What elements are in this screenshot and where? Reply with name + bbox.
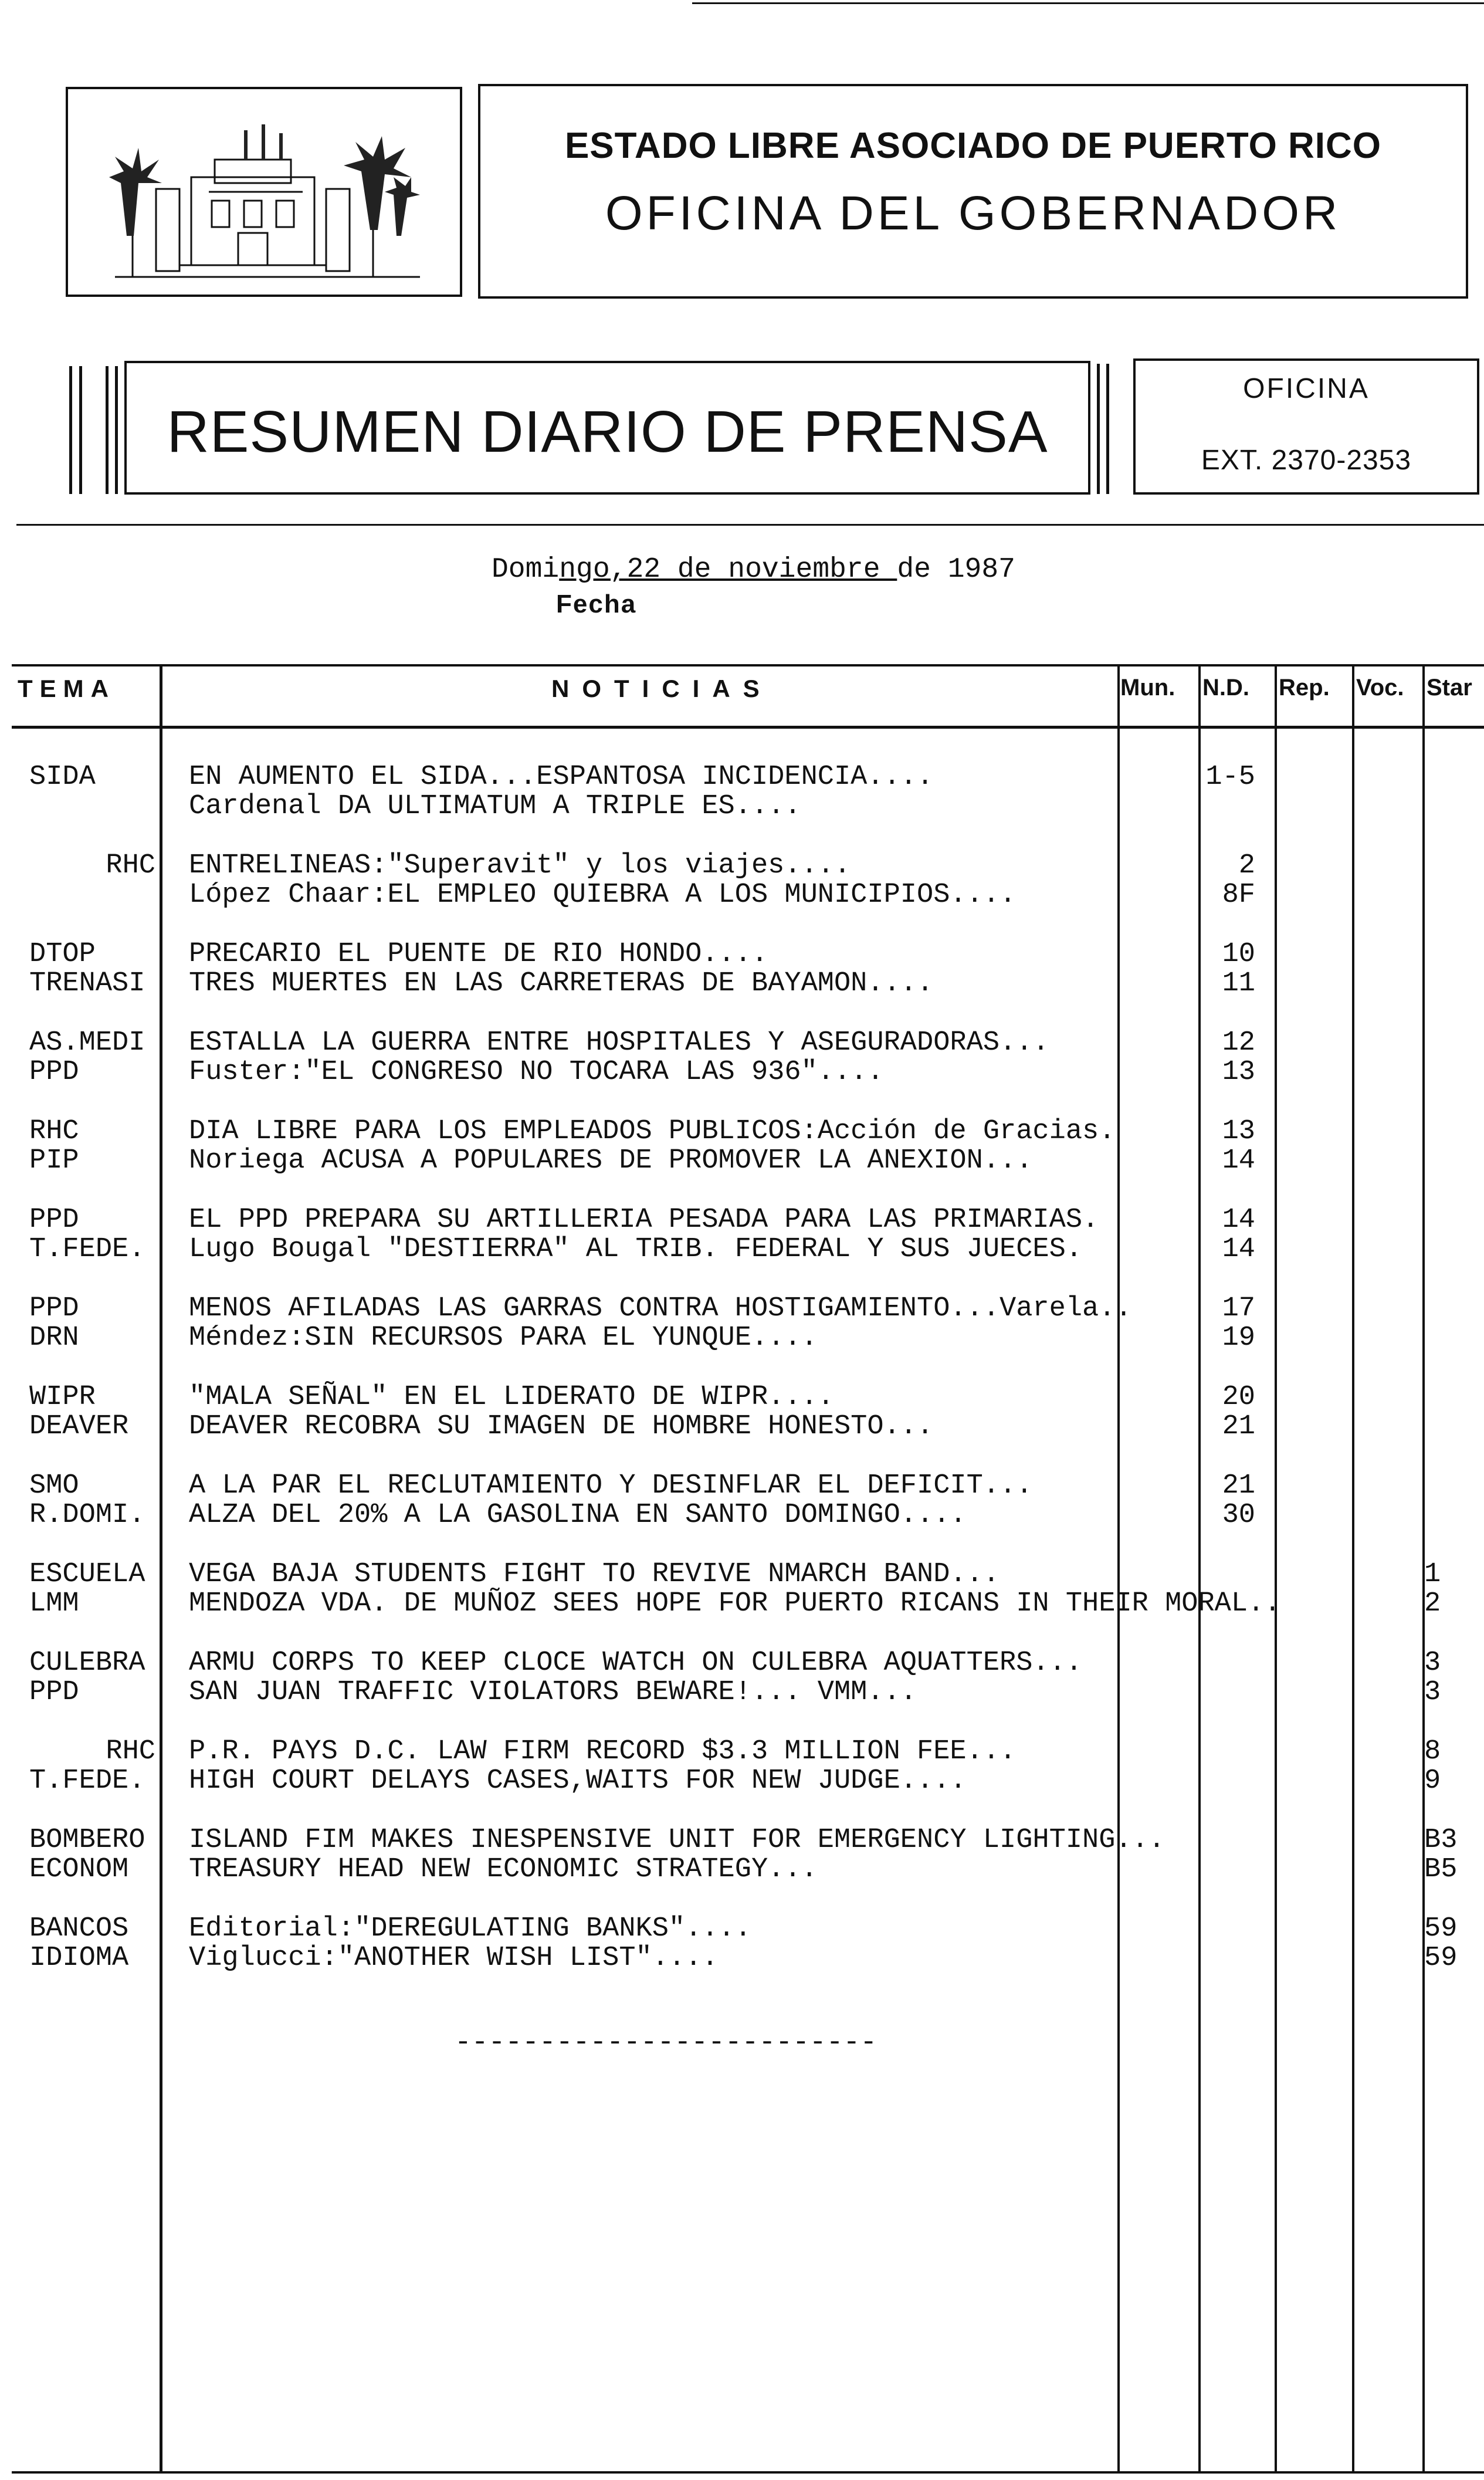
topic-label: RHC — [29, 1116, 79, 1147]
star-page: 1 — [1424, 1559, 1441, 1590]
column-header-mun: Mun. — [1120, 675, 1175, 701]
column-header-tema: TEMA — [18, 675, 116, 702]
nd-page — [1197, 792, 1255, 821]
headline: ESTALLA LA GUERRA ENTRE HOSPITALES Y ASEGURADORAS... — [189, 1027, 1049, 1058]
star-page: 59 — [1424, 1913, 1458, 1944]
topic-label: CULEBRA — [29, 1647, 145, 1679]
topic-label: PPD — [29, 1205, 79, 1236]
headline: ISLAND FIM MAKES INESPENSIVE UNIT FOR EMERGENCY LIGHTING... — [189, 1825, 1165, 1856]
topic-label: RHC — [106, 850, 155, 881]
star-page: B3 — [1424, 1825, 1458, 1856]
nd-page — [1197, 1649, 1255, 1678]
table-bottom-rule — [12, 2471, 1484, 2474]
date-line — [492, 554, 1015, 586]
star-page: B5 — [1424, 1854, 1458, 1885]
topic-label: DTOP — [29, 939, 96, 970]
nd-page: 14 — [1222, 1234, 1255, 1265]
banner-bar — [1097, 364, 1100, 494]
topic-label: TRENASI — [29, 968, 145, 999]
nd-page: 14 — [1222, 1145, 1255, 1176]
headline: A LA PAR EL RECLUTAMIENTO Y DESINFLAR EL DEFICIT... — [189, 1470, 1033, 1501]
nd-page: 2 — [1238, 850, 1255, 881]
topic-label: T.FEDE. — [29, 1234, 145, 1265]
table-row — [0, 1028, 1484, 1087]
headline: TRES MUERTES EN LAS CARRETERAS DE BAYAMON.... — [189, 968, 934, 999]
table-row — [0, 1206, 1484, 1264]
nd-page: 12 — [1222, 1027, 1255, 1058]
star-page: 59 — [1424, 1943, 1458, 1974]
topic-label: AS.MEDI — [29, 1027, 145, 1058]
topic-label: R.DOMI. — [29, 1500, 145, 1531]
top-rule — [692, 2, 1484, 4]
headline: ALZA DEL 20% A LA GASOLINA EN SANTO DOMINGO.... — [189, 1500, 967, 1531]
column-header-star: Star — [1427, 675, 1472, 701]
topic-label: DRN — [29, 1322, 79, 1354]
column-header-noticias: NOTICIAS — [551, 675, 773, 702]
nd-page — [1197, 1944, 1255, 1973]
header-title-box — [478, 84, 1468, 299]
table-row — [0, 1649, 1484, 1707]
column-header-voc: Voc. — [1356, 675, 1404, 701]
topic-label: PPD — [29, 1677, 79, 1708]
date-suffix: de 1987 — [897, 554, 1015, 586]
topic-label: WIPR — [29, 1382, 96, 1413]
table-row — [0, 940, 1484, 999]
office-extension: EXT. 2370-2353 — [1201, 445, 1412, 476]
table-row — [0, 1383, 1484, 1442]
topic-label: PIP — [29, 1145, 79, 1176]
topic-label: PPD — [29, 1293, 79, 1324]
headline: López Chaar:EL EMPLEO QUIEBRA A LOS MUNICIPIOS.... — [189, 879, 1017, 911]
nd-page — [1197, 1589, 1255, 1619]
headline: ENTRELINEAS:"Superavit" y los viajes.... — [189, 850, 851, 881]
nd-page: 21 — [1222, 1411, 1255, 1442]
headline: Noriega ACUSA A POPULARES DE PROMOVER LA ANEXION... — [189, 1145, 1033, 1176]
table-top-rule — [12, 664, 1484, 666]
headline: Méndez:SIN RECURSOS PARA EL YUNQUE.... — [189, 1322, 818, 1354]
headline: DIA LIBRE PARA LOS EMPLEADOS PUBLICOS:Acción de Gracias. — [189, 1116, 1116, 1147]
nd-page: 17 — [1222, 1293, 1255, 1324]
topic-label: BOMBERO — [29, 1825, 145, 1856]
topic-label — [29, 881, 155, 910]
table-row — [0, 763, 1484, 821]
headline: P.R. PAYS D.C. LAW FIRM RECORD $3.3 MILLION FEE... — [189, 1736, 1017, 1767]
nd-page — [1197, 1678, 1255, 1707]
topic-label: T.FEDE. — [29, 1765, 145, 1796]
date-underlined: ngo,22 de noviembre — [559, 554, 897, 586]
date-prefix: Domi — [492, 554, 560, 586]
table-row — [0, 1560, 1484, 1619]
banner-bar — [79, 366, 82, 494]
agency-name: ESTADO LIBRE ASOCIADO DE PUERTO RICO — [564, 126, 1382, 166]
topic-label: RHC — [106, 1736, 155, 1767]
table-row — [0, 1294, 1484, 1353]
date-label: Fecha — [556, 590, 637, 618]
nd-page: 14 — [1222, 1205, 1255, 1236]
topic-label: ECONOM — [29, 1854, 129, 1885]
nd-page — [1197, 1826, 1255, 1855]
banner-bar — [115, 366, 118, 494]
headline: "MALA SEÑAL" EN EL LIDERATO DE WIPR.... — [189, 1382, 834, 1413]
headline: PRECARIO EL PUENTE DE RIO HONDO.... — [189, 939, 768, 970]
headline: Cardenal DA ULTIMATUM A TRIPLE ES.... — [189, 791, 801, 822]
table-row — [0, 851, 1484, 910]
headline: Lugo Bougal "DESTIERRA" AL TRIB. FEDERAL Y SUS JUECES. — [189, 1234, 1083, 1265]
topic-label: BANCOS — [29, 1913, 129, 1944]
table-header-rule — [12, 726, 1484, 729]
star-page: 8 — [1424, 1736, 1441, 1767]
nd-page — [1197, 1855, 1255, 1884]
nd-page: 30 — [1222, 1500, 1255, 1531]
topic-label: SIDA — [29, 762, 96, 793]
governor-mansion-logo-icon — [68, 89, 460, 295]
office-name: OFICINA DEL GOBERNADOR — [605, 187, 1341, 240]
headline: MENDOZA VDA. DE MUÑOZ SEES HOPE FOR PUERTO RICANS IN THEIR MORAL.. — [189, 1588, 1281, 1619]
nd-page: 11 — [1222, 968, 1255, 999]
headline: SAN JUAN TRAFFIC VIOLATORS BEWARE!... VMM... — [189, 1677, 917, 1708]
table-row — [0, 1914, 1484, 1973]
banner-bar — [1106, 364, 1109, 494]
banner-title: RESUMEN DIARIO DE PRENSA — [167, 399, 1048, 465]
topic-label: SMO — [29, 1470, 79, 1501]
nd-page: 19 — [1222, 1322, 1255, 1354]
star-page: 2 — [1424, 1588, 1441, 1619]
end-rule: ------------------------- — [455, 2027, 877, 2059]
nd-page: 20 — [1222, 1382, 1255, 1413]
logo-box — [66, 87, 462, 297]
nd-page: 21 — [1222, 1470, 1255, 1501]
nd-page: 10 — [1222, 939, 1255, 970]
topic-label: PPD — [29, 1057, 79, 1088]
section-rule — [16, 524, 1484, 526]
nd-page — [1197, 1560, 1255, 1589]
office-label: OFICINA — [1243, 373, 1370, 404]
topic-label: ESCUELA — [29, 1559, 145, 1590]
headline: ARMU CORPS TO KEEP CLOCE WATCH ON CULEBRA AQUATTERS... — [189, 1647, 1083, 1679]
headline: Editorial:"DEREGULATING BANKS".... — [189, 1913, 751, 1944]
table-row — [0, 1471, 1484, 1530]
headline: MENOS AFILADAS LAS GARRAS CONTRA HOSTIGAMIENTO...Varela.. — [189, 1293, 1132, 1324]
star-page: 3 — [1424, 1677, 1441, 1708]
nd-page: 13 — [1222, 1116, 1255, 1147]
nd-page: 1-5 — [1205, 762, 1255, 793]
topic-label: LMM — [29, 1588, 79, 1619]
star-page: 3 — [1424, 1647, 1441, 1679]
table-row — [0, 1826, 1484, 1884]
headline: EN AUMENTO EL SIDA...ESPANTOSA INCIDENCIA.... — [189, 762, 934, 793]
nd-page: 13 — [1222, 1057, 1255, 1088]
column-header-nd: N.D. — [1202, 675, 1249, 701]
headline: Fuster:"EL CONGRESO NO TOCARA LAS 936".... — [189, 1057, 884, 1088]
star-page: 9 — [1424, 1765, 1441, 1796]
headline: DEAVER RECOBRA SU IMAGEN DE HOMBRE HONESTO... — [189, 1411, 934, 1442]
table-row — [0, 1737, 1484, 1796]
banner-box — [124, 361, 1090, 495]
headline: HIGH COURT DELAYS CASES,WAITS FOR NEW JUDGE.... — [189, 1765, 967, 1796]
headline: EL PPD PREPARA SU ARTILLERIA PESADA PARA LAS PRIMARIAS. — [189, 1205, 1099, 1236]
headline: TREASURY HEAD NEW ECONOMIC STRATEGY... — [189, 1854, 818, 1885]
office-box — [1133, 358, 1479, 495]
headline: Viglucci:"ANOTHER WISH LIST".... — [189, 1943, 719, 1974]
banner-bar — [106, 366, 109, 494]
banner-bar — [69, 366, 72, 494]
nd-page — [1197, 1767, 1255, 1796]
headline: VEGA BAJA STUDENTS FIGHT TO REVIVE NMARCH BAND... — [189, 1559, 1000, 1590]
topic-label: DEAVER — [29, 1411, 129, 1442]
nd-page — [1197, 1914, 1255, 1944]
table-row — [0, 1117, 1484, 1176]
nd-page: 8F — [1222, 879, 1255, 911]
nd-page — [1197, 1737, 1255, 1767]
column-header-rep: Rep. — [1279, 675, 1330, 701]
topic-label: IDIOMA — [29, 1943, 129, 1974]
topic-label — [29, 792, 155, 821]
